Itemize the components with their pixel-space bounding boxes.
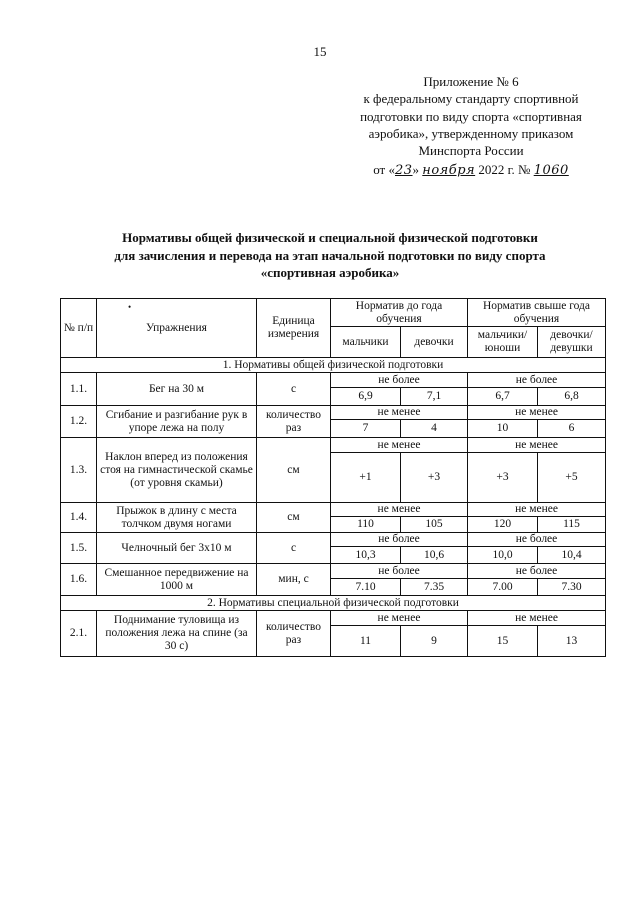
annex-line-4: аэробика», утвержденному приказом — [368, 125, 574, 141]
annex-line-2: к федеральному стандарту спортивной — [363, 91, 579, 107]
row-number: 1.6. — [61, 564, 97, 596]
value-girls: 4 — [401, 420, 468, 438]
value-girls-maidens: 13 — [538, 626, 606, 657]
norms-table — [60, 298, 606, 657]
row-unit: с — [257, 533, 331, 564]
annex-date-line: от «23» ноября 2022 г. № 1060 — [373, 162, 569, 179]
row-number: 1.4. — [61, 503, 97, 533]
row-number: 2.1. — [61, 611, 97, 657]
value-boys-youths: 15 — [468, 626, 538, 657]
document-title — [70, 229, 590, 282]
row-exercise: Поднимание туловища из положения лежа на спине (за 30 с) — [97, 611, 257, 657]
date-prefix: от « — [373, 162, 395, 178]
value-boys: 7.10 — [331, 579, 401, 596]
value-boys: 110 — [331, 517, 401, 533]
row-exercise: Наклон вперед из положения стоя на гимнастической скамье (от уровня скамьи) — [97, 438, 257, 503]
table-row — [61, 611, 606, 626]
value-girls-maidens: 6 — [538, 420, 606, 438]
table-row — [61, 406, 606, 420]
value-girls: 10,6 — [401, 547, 468, 564]
header-boys-youths: мальчики/ юноши — [468, 327, 538, 358]
section-1-title: 1. Нормативы общей физической подготовки — [61, 358, 606, 373]
header-exercise: Упражнения — [97, 299, 257, 358]
section-2-title: 2. Нормативы специальной физической подготовки — [61, 596, 606, 611]
value-boys: 10,3 — [331, 547, 401, 564]
title-line-1: Нормативы общей физической и специальной физической подготовки — [122, 230, 538, 245]
value-boys-youths: +3 — [468, 453, 538, 503]
qualifier-after: не менее — [468, 611, 606, 626]
qualifier-before: не более — [331, 373, 468, 388]
annex-line-5: Минспорта России — [418, 143, 524, 159]
row-exercise: Челночный бег 3х10 м — [97, 533, 257, 564]
header-num: № п/п — [61, 299, 97, 358]
date-month: ноября — [422, 163, 476, 179]
qualifier-before: не более — [331, 533, 468, 547]
row-exercise: Сгибание и разгибание рук в упоре лежа на полу — [97, 406, 257, 438]
value-girls-maidens: +5 — [538, 453, 606, 503]
header-norm-after: Норматив свыше года обучения — [468, 299, 606, 327]
table-row — [61, 533, 606, 547]
row-number: 1.2. — [61, 406, 97, 438]
value-girls: 7,1 — [401, 388, 468, 406]
row-unit: с — [257, 373, 331, 406]
annex-line-1: Приложение № 6 — [423, 74, 519, 89]
date-day: 23 — [394, 163, 413, 179]
value-girls: 9 — [401, 626, 468, 657]
value-boys-youths: 7.00 — [468, 579, 538, 596]
value-girls-maidens: 7.30 — [538, 579, 606, 596]
qualifier-before: не менее — [331, 406, 468, 420]
section-2-body — [61, 611, 606, 657]
header-girls: девочки — [401, 327, 468, 358]
table-row — [61, 503, 606, 517]
title-line-3: «спортивная аэробика» — [260, 265, 400, 280]
annex-block — [340, 73, 602, 180]
header-unit: Единица измерения — [257, 299, 331, 358]
value-girls-maidens: 10,4 — [538, 547, 606, 564]
annex-line-3: подготовки по виду спорта «спортивная — [360, 108, 582, 124]
section-row — [61, 596, 606, 611]
qualifier-before: не менее — [331, 503, 468, 517]
row-unit: количество раз — [257, 406, 331, 438]
header-norm-before: Норматив до года обучения — [331, 299, 468, 327]
row-exercise: Бег на 30 м — [97, 373, 257, 406]
page-number: 15 — [313, 44, 327, 59]
header-boys: мальчики — [331, 327, 401, 358]
qualifier-after: не менее — [468, 406, 606, 420]
scan-dot: • — [128, 302, 132, 312]
qualifier-before: не менее — [331, 611, 468, 626]
value-boys-youths: 10,0 — [468, 547, 538, 564]
qualifier-before: не более — [331, 564, 468, 579]
row-number: 1.3. — [61, 438, 97, 503]
qualifier-before: не менее — [331, 438, 468, 453]
row-number: 1.1. — [61, 373, 97, 406]
row-unit: см — [257, 438, 331, 503]
table-row — [61, 438, 606, 453]
section-1-body — [61, 373, 606, 596]
value-girls-maidens: 6,8 — [538, 388, 606, 406]
header-row — [61, 299, 606, 327]
row-exercise: Прыжок в длину с места толчком двумя ногами — [97, 503, 257, 533]
row-number: 1.5. — [61, 533, 97, 564]
title-line-2: для зачисления и перевода на этап начальной подготовки по виду спорта — [114, 247, 546, 263]
value-girls: 7.35 — [401, 579, 468, 596]
row-unit: см — [257, 503, 331, 533]
value-boys-youths: 120 — [468, 517, 538, 533]
qualifier-after: не более — [468, 564, 606, 579]
order-number: 1060 — [533, 163, 569, 179]
value-boys: +1 — [331, 453, 401, 503]
row-unit: мин, с — [257, 564, 331, 596]
date-year: 2022 г. № — [478, 162, 531, 178]
qualifier-after: не более — [468, 533, 606, 547]
value-girls: +3 — [401, 453, 468, 503]
row-exercise: Смешанное передвижение на 1000 м — [97, 564, 257, 596]
qualifier-after: не менее — [468, 503, 606, 517]
table-row — [61, 373, 606, 388]
value-girls: 105 — [401, 517, 468, 533]
header-girls-maidens: девочки/ девушки — [538, 327, 606, 358]
value-girls-maidens: 115 — [538, 517, 606, 533]
value-boys-youths: 6,7 — [468, 388, 538, 406]
value-boys: 6,9 — [331, 388, 401, 406]
value-boys: 7 — [331, 420, 401, 438]
row-unit: количество раз — [257, 611, 331, 657]
qualifier-after: не более — [468, 373, 606, 388]
section-row — [61, 358, 606, 373]
value-boys: 11 — [331, 626, 401, 657]
qualifier-after: не менее — [468, 438, 606, 453]
value-boys-youths: 10 — [468, 420, 538, 438]
table-row — [61, 564, 606, 579]
